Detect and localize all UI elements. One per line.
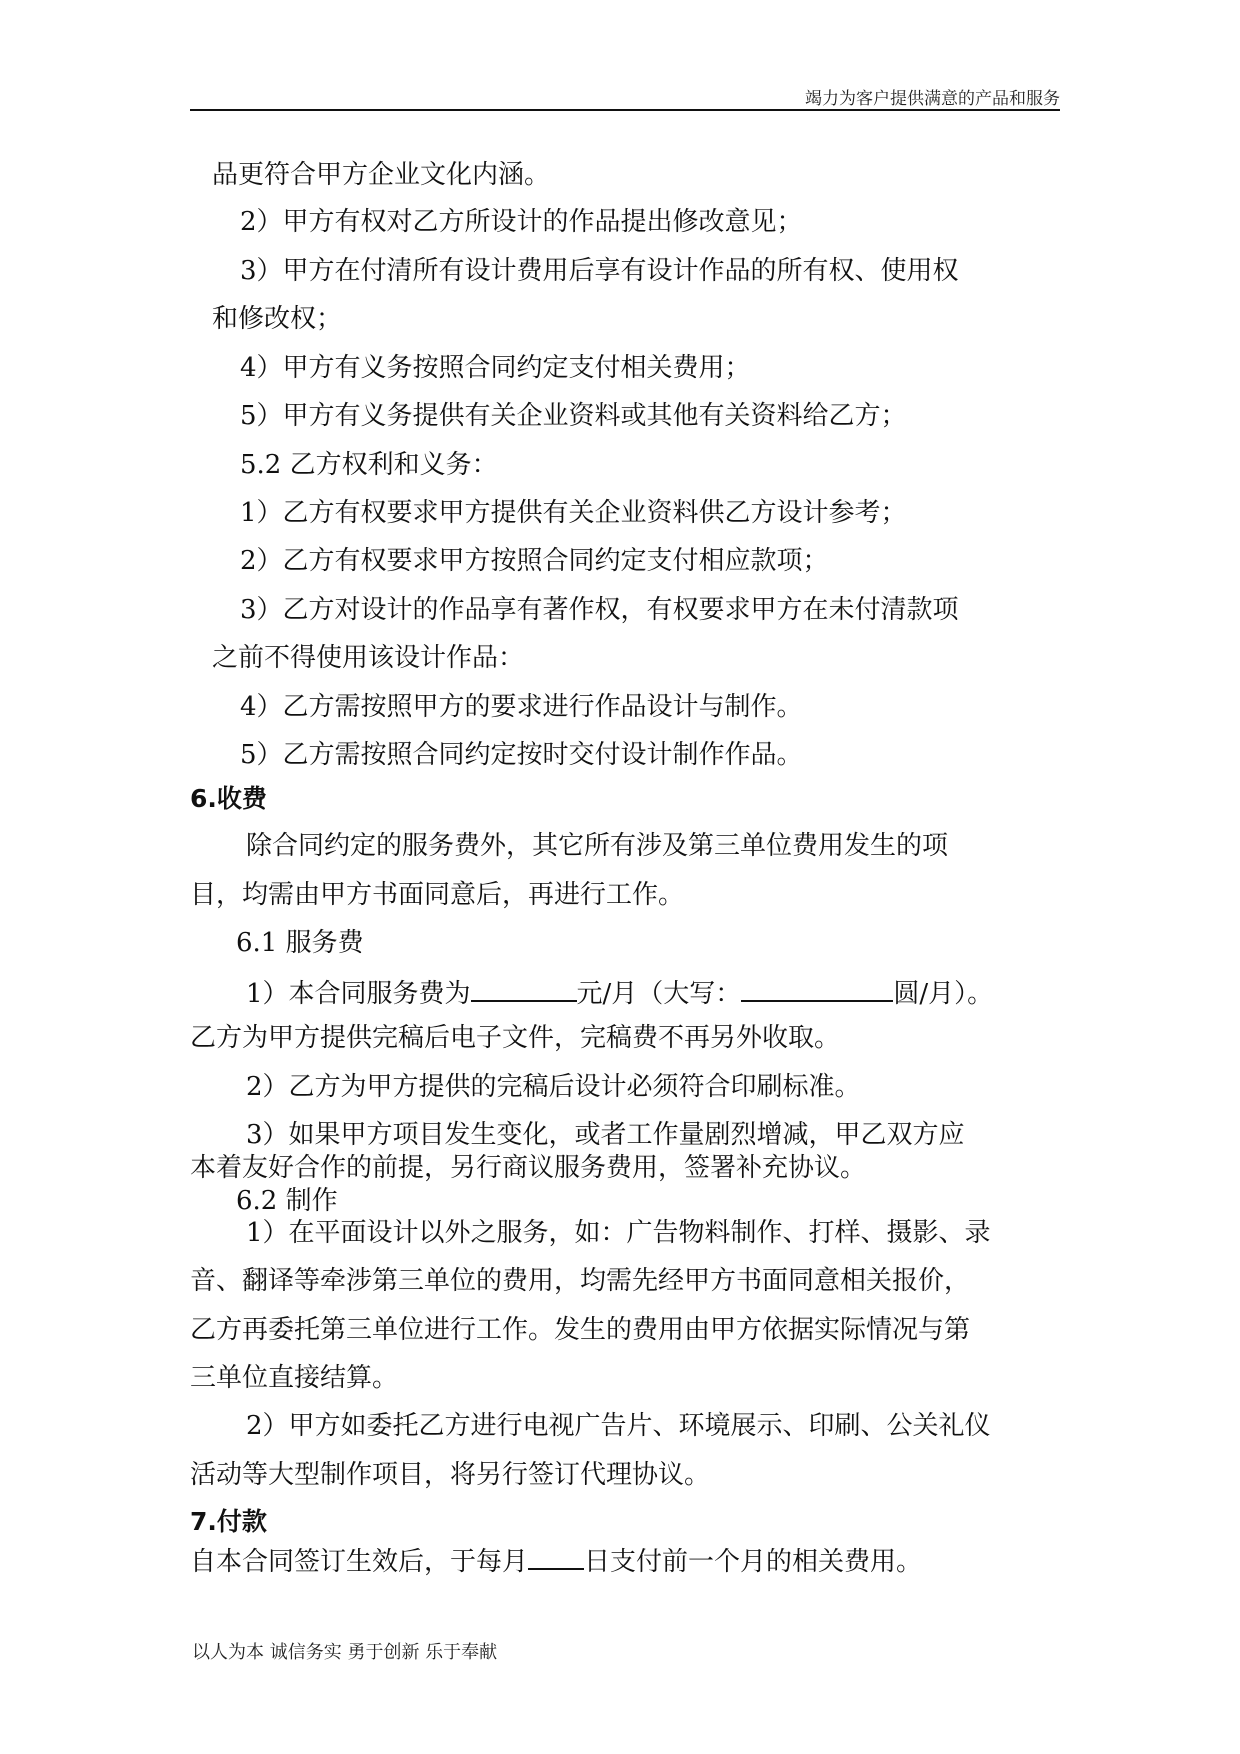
text-line: 活动等大型制作项目，将另行签订代理协议。 bbox=[190, 1460, 711, 1490]
text-line: 乙方再委托第三单位进行工作。发生的费用由甲方依据实际情况与第 bbox=[190, 1315, 971, 1345]
text-line: 乙方为甲方提供完稿后电子文件，完稿费不再另外收取。 bbox=[190, 1023, 841, 1053]
payment-day-blank[interactable] bbox=[528, 1544, 584, 1570]
payment-line bbox=[190, 1544, 922, 1577]
section-heading-payment: 7.付款 bbox=[190, 1507, 267, 1536]
text-line: 品更符合甲方企业文化内涵。 bbox=[212, 160, 551, 190]
text-line: 4）乙方需按照甲方的要求进行作品设计与制作。 bbox=[240, 692, 803, 722]
text-fragment: 圆/月）。 bbox=[893, 979, 994, 1009]
text-line: 2）乙方为甲方提供的完稿后设计必须符合印刷标准。 bbox=[246, 1072, 861, 1102]
text-fragment: 元/月（大写： bbox=[576, 979, 742, 1009]
fee-in-words-blank[interactable] bbox=[741, 976, 893, 1002]
section-title: 6.1 服务费 bbox=[236, 928, 364, 958]
footer-motto: 以人为本 诚信务实 勇于创新 乐于奉献 bbox=[192, 1642, 498, 1663]
text-line: 3）乙方对设计的作品享有著作权，有权要求甲方在未付清款项 bbox=[240, 595, 959, 625]
text-line: 目，均需由甲方书面同意后，再进行工作。 bbox=[190, 880, 685, 910]
text-line: 音、翻译等牵涉第三单位的费用，均需先经甲方书面同意相关报价， bbox=[190, 1266, 971, 1296]
text-line: 三单位直接结算。 bbox=[190, 1363, 399, 1393]
text-line: 5）甲方有义务提供有关企业资料或其他有关资料给乙方； bbox=[240, 401, 907, 431]
text-line: 本着友好合作的前提，另行商议服务费用，签署补充协议。 bbox=[190, 1153, 867, 1183]
text-line: 4）甲方有义务按照合同约定支付相关费用； bbox=[240, 353, 751, 383]
service-fee-line bbox=[246, 976, 993, 1009]
section-heading-fees: 6.收费 bbox=[190, 784, 267, 813]
text-line: 1）在平面设计以外之服务，如：广告物料制作、打样、摄影、录 bbox=[246, 1218, 991, 1248]
text-line: 之前不得使用该设计作品： bbox=[212, 643, 525, 673]
section-title: 6.2 制作 bbox=[236, 1186, 338, 1216]
text-line: 2）甲方如委托乙方进行电视广告片、环境展示、印刷、公关礼仪 bbox=[246, 1411, 991, 1441]
text-line: 5）乙方需按照合同约定按时交付设计制作作品。 bbox=[240, 740, 803, 770]
monthly-fee-blank[interactable] bbox=[471, 976, 577, 1002]
section-title: 5.2 乙方权利和义务： bbox=[240, 450, 498, 480]
text-line: 除合同约定的服务费外，其它所有涉及第三单位费用发生的项 bbox=[246, 831, 949, 861]
text-fragment: 自本合同签订生效后，于每月 bbox=[190, 1547, 529, 1577]
text-line: 2）乙方有权要求甲方按照合同约定支付相应款项； bbox=[240, 546, 829, 576]
text-line: 3）甲方在付清所有设计费用后享有设计作品的所有权、使用权 bbox=[240, 256, 959, 286]
header-divider bbox=[190, 109, 1060, 111]
text-fragment: 1）本合同服务费为 bbox=[246, 979, 471, 1009]
text-line: 1）乙方有权要求甲方提供有关企业资料供乙方设计参考； bbox=[240, 498, 907, 528]
text-line: 3）如果甲方项目发生变化，或者工作量剧烈增减，甲乙双方应 bbox=[246, 1120, 965, 1150]
text-line: 和修改权； bbox=[212, 304, 343, 334]
text-line: 2）甲方有权对乙方所设计的作品提出修改意见； bbox=[240, 207, 803, 237]
header-slogan: 竭力为客户提供满意的产品和服务 bbox=[805, 89, 1060, 109]
text-fragment: 日支付前一个月的相关费用。 bbox=[584, 1547, 923, 1577]
